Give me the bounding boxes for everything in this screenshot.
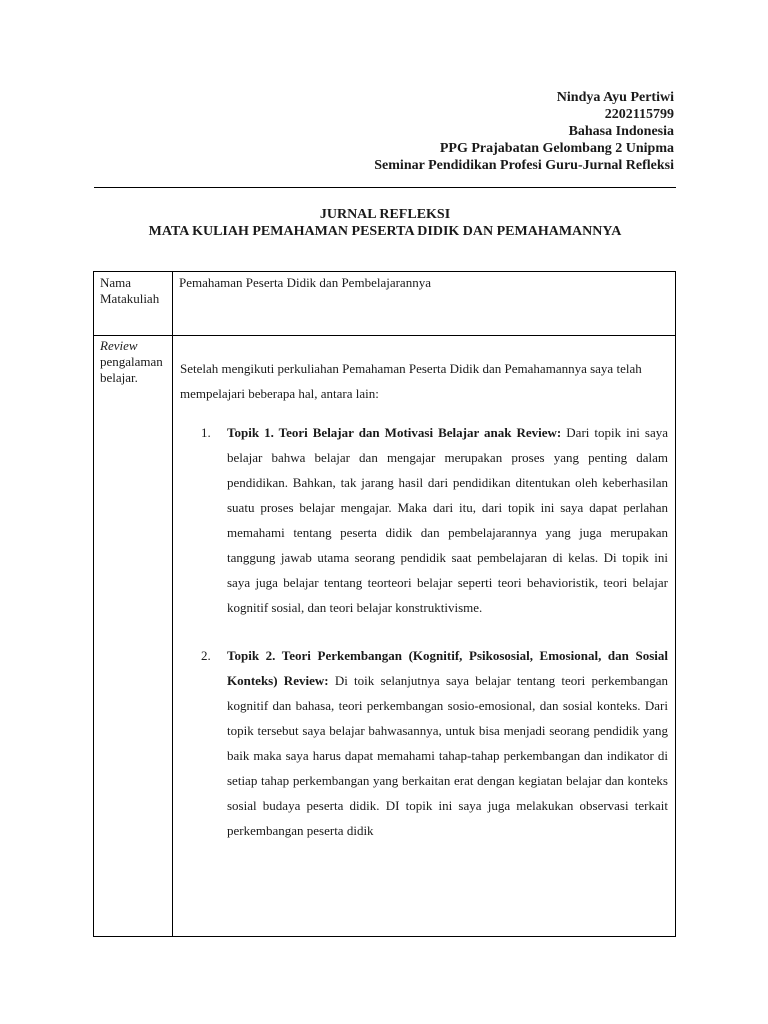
review-intro: Setelah mengikuti perkuliahan Pemahaman Peserta Didik dan Pemahamannya saya telah mempelajari beberapa hal, antara lain: bbox=[180, 361, 642, 401]
title-line-2: MATA KULIAH PEMAHAMAN PESERTA DIDIK DAN PEMAHAMANNYA bbox=[148, 224, 622, 239]
review-label-italic: Review bbox=[100, 338, 138, 353]
title-line-1: JURNAL REFLEKSI bbox=[319, 207, 451, 222]
course-name-label: Nama Matakuliah bbox=[94, 272, 173, 336]
topic-number: 1. bbox=[201, 425, 211, 440]
table-row bbox=[94, 272, 676, 336]
author-name: Nindya Ayu Pertiwi bbox=[556, 90, 674, 105]
list-item bbox=[180, 643, 668, 843]
topic-lead: Topik 1. Teori Belajar dan Motivasi Belajar anak Review: bbox=[227, 425, 562, 440]
review-content bbox=[173, 336, 676, 937]
header-divider bbox=[94, 187, 676, 188]
topic-body: Dari topik ini saya belajar bahwa belajar dan mengajar merupakan proses yang penting dalam pendidikan. Bahkan, tak jarang hasil dari pendidikan ditentukan oleh keberhasilan suatu proses belajar mengajar. Maka dari itu, dari topik ini saya dapat perlahan memahami tentang peserta didik dan pembelajarannya yang juga merupakan tanggung jawab utama seorang pendidik saat pembelajaran di kelas. Di topik ini saya juga belajar tentang teorteori belajar seperti teori behavioristik, teori belajar kognitif sosial, dan teori belajar konstruktivisme. bbox=[227, 425, 669, 615]
review-label-rest: pengalaman belajar. bbox=[100, 354, 163, 385]
course-name-value: Pemahaman Peserta Didik dan Pembelajarannya bbox=[173, 272, 676, 336]
program: PPG Prajabatan Gelombang 2 Unipma bbox=[439, 141, 674, 156]
review-label bbox=[94, 336, 173, 937]
table-row bbox=[94, 336, 676, 937]
topic-number: 2. bbox=[201, 648, 211, 663]
course: Seminar Pendidikan Profesi Guru-Jurnal Refleksi bbox=[374, 158, 674, 173]
subject: Bahasa Indonesia bbox=[568, 124, 674, 139]
topic-body: Di toik selanjutnya saya belajar tentang teori perkembangan kognitif dan bahasa, teori perkembangan sosio-emosional, dan sosial konteks. Dari topik tersebut saya belajar bahwasannya, untuk bisa menjadi seorang pendidik yang baik maka saya harus dapat memahami tahap-tahap perkembangan dan indikator di setiap tahap perkembangan yang berkaitan erat dengan kegiatan belajar dan konteks sosial budaya peserta didik. DI topik ini saya juga melakukan observasi terkait perkembangan peserta didik bbox=[227, 673, 668, 838]
document-title bbox=[94, 206, 676, 240]
topic-list bbox=[180, 420, 668, 843]
reflection-table bbox=[93, 271, 676, 937]
student-id: 2202115799 bbox=[604, 107, 674, 122]
author-header bbox=[374, 89, 674, 174]
list-item bbox=[180, 420, 668, 620]
topic-lead: Topik 2. Teori Perkembangan (Kognitif, Psikososial, Emosional, dan Sosial Konteks) Review: bbox=[227, 648, 668, 688]
